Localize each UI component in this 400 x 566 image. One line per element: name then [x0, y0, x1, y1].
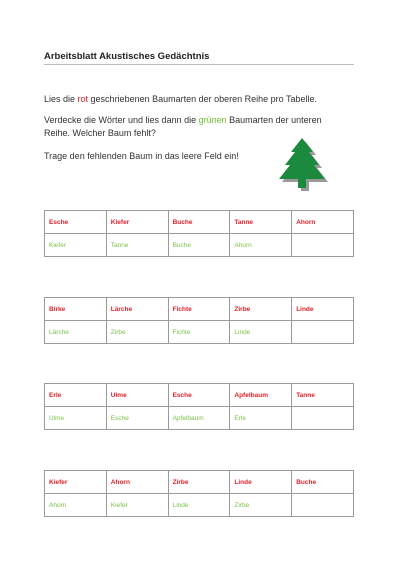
tree-table-4	[44, 470, 354, 517]
table-cell: Buche	[168, 211, 230, 234]
table-cell: Esche	[45, 211, 107, 234]
instruction-1-before: Lies die	[44, 94, 78, 104]
table-cell: Lärche	[106, 298, 168, 321]
tree-table-2	[44, 297, 354, 344]
table-cell: Birke	[45, 298, 107, 321]
table-cell: Buche	[168, 234, 230, 257]
answer-cell[interactable]	[292, 494, 354, 517]
table-cell: Tanne	[292, 384, 354, 407]
table-cell: Zirbe	[230, 298, 292, 321]
instruction-2	[44, 114, 344, 140]
table-row-top	[45, 211, 354, 234]
table-cell: Erle	[230, 407, 292, 430]
table-cell: Kiefer	[45, 471, 107, 494]
table-row-top	[45, 471, 354, 494]
table-cell: Ahorn	[106, 471, 168, 494]
answer-cell[interactable]	[292, 407, 354, 430]
table-cell: Ulme	[45, 407, 107, 430]
table-cell: Zirbe	[106, 321, 168, 344]
instruction-2-before: Verdecke die Wörter und lies dann die	[44, 115, 199, 125]
instruction-1-after: geschriebenen Baumarten der oberen Reihe pro Tabelle.	[88, 94, 318, 104]
table-row-bottom	[45, 234, 354, 257]
table-row-top	[45, 384, 354, 407]
answer-cell[interactable]	[292, 234, 354, 257]
table-cell: Linde	[168, 494, 230, 517]
table-cell: Apfelbaum	[230, 384, 292, 407]
table-cell: Kiefer	[106, 494, 168, 517]
table-cell: Kiefer	[45, 234, 107, 257]
table-row-bottom	[45, 494, 354, 517]
table-cell: Kiefer	[106, 211, 168, 234]
table-cell: Ahorn	[292, 211, 354, 234]
table-cell: Fichte	[168, 321, 230, 344]
table-cell: Lärche	[45, 321, 107, 344]
table-row-top	[45, 298, 354, 321]
instruction-1-highlight: rot	[77, 94, 89, 104]
instruction-3: Trage den fehlenden Baum in das leere Feld ein!	[44, 151, 239, 161]
table-cell: Tanne	[106, 234, 168, 257]
table-cell: Ahorn	[230, 234, 292, 257]
instruction-2-highlight: grünen	[198, 115, 227, 125]
table-cell: Zirbe	[168, 471, 230, 494]
table-cell: Linde	[230, 471, 292, 494]
table-cell: Zirbe	[230, 494, 292, 517]
table-cell: Apfelbaum	[168, 407, 230, 430]
table-cell: Esche	[168, 384, 230, 407]
title-divider	[44, 64, 354, 65]
fir-tree-icon	[279, 138, 329, 192]
table-cell: Ulme	[106, 384, 168, 407]
table-row-bottom	[45, 407, 354, 430]
tree-table-1	[44, 210, 354, 257]
table-row-bottom	[45, 321, 354, 344]
answer-cell[interactable]	[292, 321, 354, 344]
table-cell: Erle	[45, 384, 107, 407]
table-cell: Fichte	[168, 298, 230, 321]
worksheet-title: Arbeitsblatt Akustisches Gedächtnis	[44, 51, 210, 62]
table-cell: Tanne	[230, 211, 292, 234]
table-cell: Linde	[230, 321, 292, 344]
table-cell: Buche	[292, 471, 354, 494]
tree-table-3	[44, 383, 354, 430]
instruction-2-after: Baumarten der unteren Reihe. Welcher Baum fehlt?	[44, 115, 322, 138]
table-cell: Ahorn	[45, 494, 107, 517]
table-cell: Esche	[106, 407, 168, 430]
table-cell: Linde	[292, 298, 354, 321]
instruction-1	[44, 93, 364, 106]
